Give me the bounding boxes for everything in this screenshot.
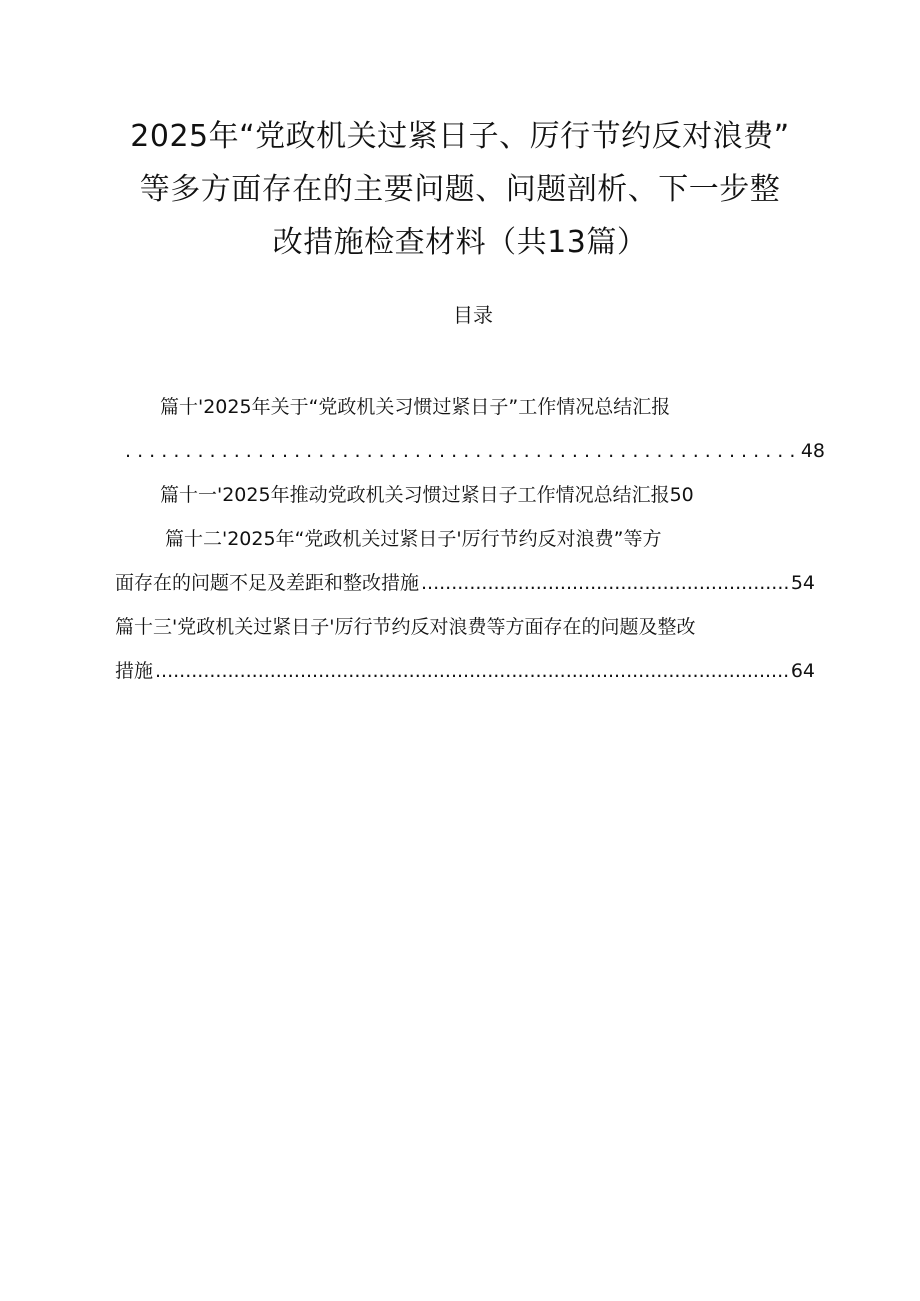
toc-page-number: 50 <box>669 484 694 506</box>
toc-dot-leader <box>125 434 799 468</box>
toc-entry-13-line1[interactable] <box>115 610 825 644</box>
toc-dot-leader <box>155 654 789 688</box>
toc-entry-label: 篇十'2025年关于“党政机关习惯过紧日子”工作情况总结汇报 <box>160 396 671 418</box>
toc-entry-10-title[interactable] <box>160 390 825 424</box>
toc-entry-label-cont: 面存在的问题不足及差距和整改措施 <box>115 572 420 594</box>
toc-page-number: 54 <box>790 572 815 594</box>
toc-entry-label: 篇十二'2025年“党政机关过紧日子'厉行节约反对浪费”等方 <box>165 528 662 550</box>
toc-dot-leader <box>421 566 789 600</box>
toc-entry-12-line1[interactable] <box>165 522 825 556</box>
title-line-3: 改措施检查材料（共13篇） <box>272 225 648 260</box>
toc-entry-10-leader[interactable] <box>123 434 825 468</box>
toc-entry-13-line2[interactable] <box>115 654 815 688</box>
toc-entry-12-line2[interactable] <box>115 566 815 600</box>
toc-entry-label: 篇十三'党政机关过紧日子'厉行节约反对浪费等方面存在的问题及整改 <box>115 616 696 638</box>
toc-entry-label: 篇十一'2025年推动党政机关习惯过紧日子工作情况总结汇报 <box>160 484 670 506</box>
title-line-1: 2025年“党政机关过紧日子、厉行节约反对浪费” <box>130 119 790 154</box>
title-line-2: 等多方面存在的主要问题、问题剖析、下一步整 <box>139 172 781 207</box>
toc-heading: 目录 <box>453 303 493 327</box>
toc-entry-11[interactable] <box>160 478 825 512</box>
toc-page-number: 48 <box>800 440 825 462</box>
toc-entry-label-cont: 措施 <box>115 660 154 682</box>
toc-page-number: 64 <box>790 660 815 682</box>
document-title <box>100 110 820 269</box>
